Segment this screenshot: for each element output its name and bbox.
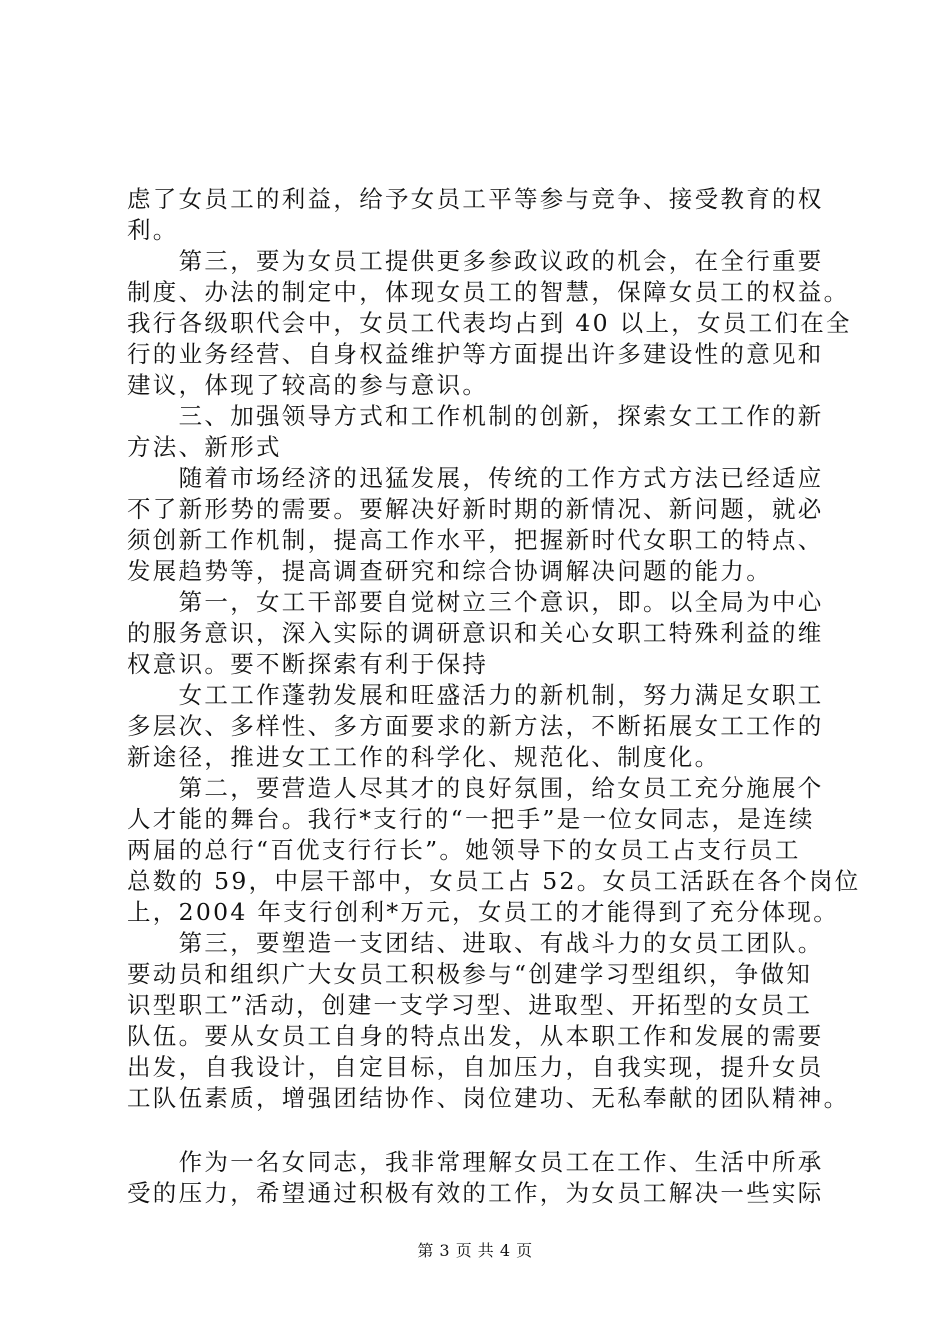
body-text-line: 第三，要塑造一支团结、进取、有战斗力的女员工团队。 — [127, 929, 824, 957]
body-text-line: 作为一名女同志，我非常理解女员工在工作、生活中所承 — [127, 1148, 824, 1176]
body-text-line: 利。 — [127, 216, 179, 244]
body-text-line: 我行各级职代会中，女员工代表均占到 40 以上，女员工们在全 — [127, 309, 852, 337]
body-text-line: 不了新形势的需要。要解决好新时期的新情况、新问题，就必 — [127, 495, 824, 523]
body-text-line: 第三，要为女员工提供更多参政议政的机会，在全行重要 — [127, 247, 824, 275]
body-text-line: 总数的 59，中层干部中，女员工占 52。女员工活跃在各个岗位 — [127, 867, 861, 895]
body-text-line: 制度、办法的制定中，体现女员工的智慧，保障女员工的权益。 — [127, 278, 850, 306]
page-number-footer: 第 3 页 共 4 页 — [417, 1241, 533, 1260]
body-text-line: 上，2004 年支行创利*万元，女员工的才能得到了充分体现。 — [127, 898, 840, 926]
body-text-line: 虑了女员工的利益，给予女员工平等参与竞争、接受教育的权 — [127, 185, 824, 213]
body-text-line: 多层次、多样性、多方面要求的新方法，不断拓展女工工作的 — [127, 712, 824, 740]
body-text-line: 出发，自我设计，自定目标，自加压力，自我实现，提升女员 — [127, 1053, 824, 1081]
body-text-line: 第二，要营造人尽其才的良好氛围，给女员工充分施展个 — [127, 774, 824, 802]
body-text-line: 发展趋势等，提高调查研究和综合协调解决问题的能力。 — [127, 557, 772, 585]
body-text-line: 建议，体现了较高的参与意识。 — [127, 371, 489, 399]
body-text-line: 须创新工作机制，提高工作水平，把握新时代女职工的特点、 — [127, 526, 824, 554]
body-text-line: 工队伍素质，增强团结协作、岗位建功、无私奉献的团队精神。 — [127, 1084, 850, 1112]
body-text-line: 识型职工”活动，创建一支学习型、进取型、开拓型的女员工 — [127, 991, 813, 1019]
body-text-line: 新途径，推进女工工作的科学化、规范化、制度化。 — [127, 743, 721, 771]
body-text-line: 的服务意识，深入实际的调研意识和关心女职工特殊利益的维 — [127, 619, 824, 647]
body-text-line: 女工工作蓬勃发展和旺盛活力的新机制，努力满足女职工 — [127, 681, 824, 709]
body-text-line: 受的压力，希望通过积极有效的工作，为女员工解决一些实际 — [127, 1179, 824, 1207]
section-heading-line: 方法、新形式 — [127, 433, 282, 461]
body-text-line: 权意识。要不断探索有利于保持 — [127, 650, 489, 678]
body-text-line: 随着市场经济的迅猛发展，传统的工作方式方法已经适应 — [127, 464, 824, 492]
body-text-line: 两届的总行“百优支行行长”。她领导下的女员工占支行员工 — [127, 836, 801, 864]
body-text-line: 人才能的舞台。我行*支行的“一把手”是一位女同志，是连续 — [127, 805, 815, 833]
body-text-line: 行的业务经营、自身权益维护等方面提出许多建设性的意见和 — [127, 340, 824, 368]
body-text-line: 第一，女工干部要自觉树立三个意识，即。以全局为中心 — [127, 588, 824, 616]
body-text-line: 要动员和组织广大女员工积极参与“创建学习型组织，争做知 — [127, 960, 813, 988]
body-text-line: 队伍。要从女员工自身的特点出发，从本职工作和发展的需要 — [127, 1022, 824, 1050]
section-heading-line: 三、加强领导方式和工作机制的创新，探索女工工作的新 — [127, 402, 824, 430]
